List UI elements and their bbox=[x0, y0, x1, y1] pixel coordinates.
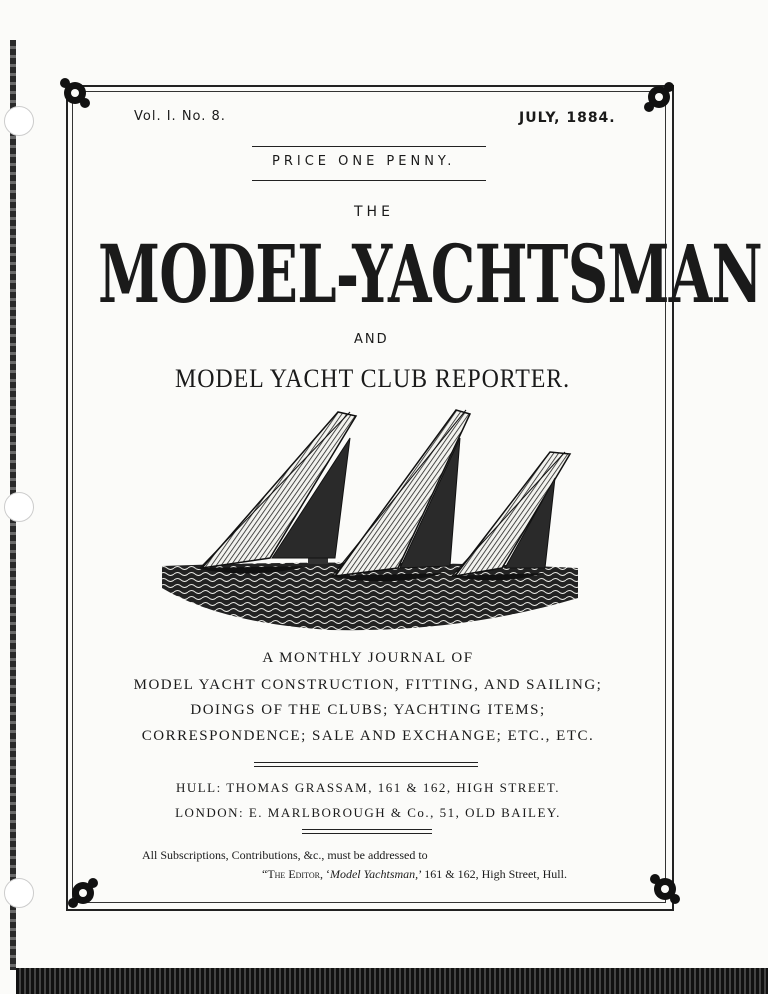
editor-suffix: ’ 161 & 162, High Street, Hull. bbox=[418, 867, 567, 881]
masthead-the: THE bbox=[354, 204, 394, 220]
divider bbox=[302, 833, 432, 834]
subscriptions-notice: All Subscriptions, Contributions, &c., must be addressed to bbox=[142, 848, 428, 862]
punch-hole bbox=[4, 106, 34, 136]
yachts-illustration-icon bbox=[160, 408, 580, 633]
divider bbox=[254, 762, 478, 763]
bottom-page-edge bbox=[16, 968, 768, 994]
issue-date: JULY, 1884. bbox=[519, 110, 616, 126]
description-line: CORRESPONDENCE; SALE AND EXCHANGE; ETC., ETC. bbox=[141, 728, 595, 744]
divider bbox=[302, 829, 432, 830]
punch-hole bbox=[4, 878, 34, 908]
publisher-london: LONDON: E. MARLBOROUGH & Co., 51, OLD BAILEY. bbox=[175, 805, 561, 820]
masthead-title: MODEL-YACHTSMAN bbox=[98, 227, 763, 321]
editor-address bbox=[262, 867, 567, 882]
description-line: DOINGS OF THE CLUBS; YACHTING ITEMS; bbox=[190, 702, 546, 718]
corner-ornament-icon bbox=[642, 80, 676, 114]
editor-publication: Model Yachtsman, bbox=[329, 867, 419, 881]
editor-prefix: “The Editor, ‘ bbox=[262, 867, 330, 881]
description-line: MODEL YACHT CONSTRUCTION, FITTING, AND SAILING; bbox=[133, 677, 603, 693]
punch-hole bbox=[4, 492, 34, 522]
masthead-subtitle: MODEL YACHT CLUB REPORTER. bbox=[175, 364, 571, 393]
corner-ornament-icon bbox=[58, 76, 92, 110]
description-line: A MONTHLY JOURNAL OF bbox=[262, 650, 474, 666]
divider bbox=[254, 766, 478, 767]
price: PRICE ONE PENNY. bbox=[272, 154, 456, 169]
corner-ornament-icon bbox=[648, 872, 682, 906]
divider bbox=[252, 146, 486, 147]
corner-ornament-icon bbox=[66, 876, 100, 910]
divider bbox=[252, 180, 486, 181]
volume-number: Vol. I. No. 8. bbox=[134, 109, 226, 124]
publisher-hull: HULL: THOMAS GRASSAM, 161 & 162, HIGH STREET. bbox=[175, 780, 561, 795]
masthead-and: AND bbox=[354, 332, 389, 347]
